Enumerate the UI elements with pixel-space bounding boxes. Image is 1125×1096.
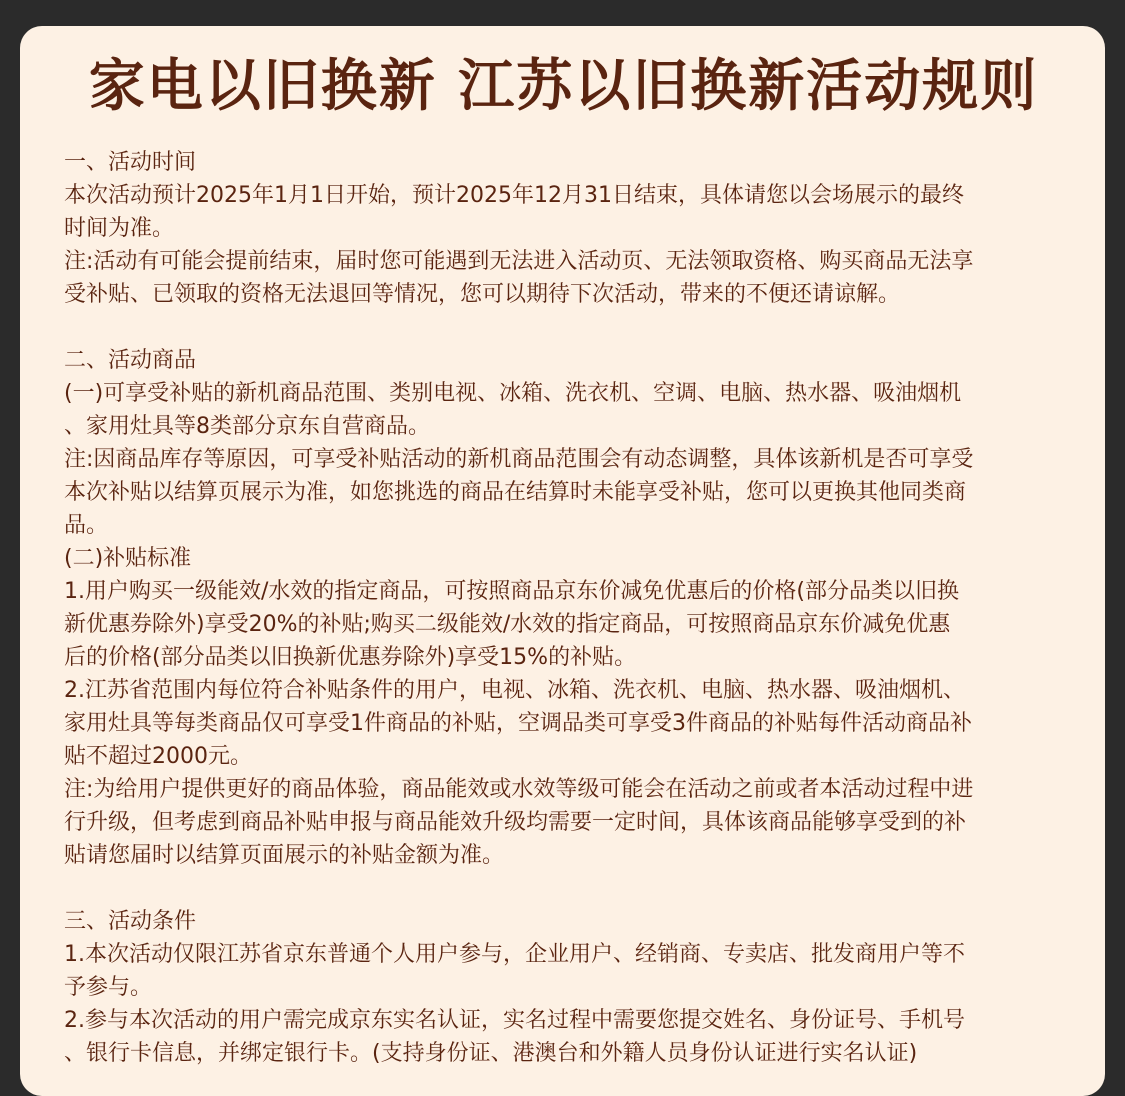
rule-text-line: 本次活动预计2025年1月1日开始，预计2025年12月31日结束，具体请您以会场展示的最终 (64, 183, 964, 208)
rule-text-line: 三、活动条件 (64, 909, 197, 934)
rule-text-line: 贴请您届时以结算页面展示的补贴金额为准。 (64, 843, 505, 868)
rule-text-line: 1.本次活动仅限江苏省京东普通个人用户参与，企业用户、经销商、专卖店、批发商用户等不 (64, 942, 965, 967)
rule-text-line: 1.用户购买一级能效/水效的指定商品，可按照商品京东价减免优惠后的价格(部分品类以旧换 (64, 579, 959, 604)
rules-body (64, 146, 1063, 1070)
rule-text-line: 注:为给用户提供更好的商品体验，商品能效或水效等级可能会在活动之前或者本活动过程中进 (64, 777, 974, 802)
rule-text-line: 一、活动时间 (64, 150, 197, 175)
rule-text-line: 后的价格(部分品类以旧换新优惠券除外)享受15%的补贴。 (64, 645, 637, 670)
rule-text-line: 二、活动商品 (64, 348, 197, 373)
rules-card (20, 26, 1105, 1096)
rule-text-line: (一)可享受补贴的新机商品范围、类别电视、冰箱、洗衣机、空调、电脑、热水器、吸油烟机 (64, 381, 962, 406)
rule-text-line: 家用灶具等每类商品仅可享受1件商品的补贴，空调品类可享受3件商品的补贴每件活动商品补 (64, 711, 972, 736)
rule-text-line: 2.参与本次活动的用户需完成京东实名认证，实名过程中需要您提交姓名、身份证号、手机号 (64, 1008, 965, 1033)
rule-text-line: 注:活动有可能会提前结束，届时您可能遇到无法进入活动页、无法领取资格、购买商品无法享 (64, 249, 974, 274)
rule-text-line: 贴不超过2000元。 (64, 744, 252, 769)
rule-text-line: 注:因商品库存等原因，可享受补贴活动的新机商品范围会有动态调整，具体该新机是否可享受 (64, 447, 974, 472)
rule-text-line: 本次补贴以结算页展示为准，如您挑选的商品在结算时未能享受补贴，您可以更换其他同类商 (64, 480, 967, 505)
rule-text-line: 新优惠券除外)享受20%的补贴;购买二级能效/水效的指定商品，可按照商品京东价减免优惠 (64, 612, 951, 637)
rule-text-line: 时间为准。 (64, 216, 175, 241)
rule-text-line: 予参与。 (64, 975, 153, 1000)
rule-text-line: 受补贴、已领取的资格无法退回等情况，您可以期待下次活动，带来的不便还请谅解。 (64, 282, 901, 307)
rule-text-line: (二)补贴标准 (64, 546, 192, 571)
rule-text-line: 、银行卡信息，并绑定银行卡。(支持身份证、港澳台和外籍人员身份认证进行实名认证) (64, 1041, 918, 1066)
paragraph-gap (64, 872, 1063, 905)
paragraph-gap (64, 311, 1063, 344)
rule-text-line: 品。 (64, 513, 109, 538)
rule-text-line: 行升级，但考虑到商品补贴申报与商品能效升级均需要一定时间，具体该商品能够享受到的补 (64, 810, 967, 835)
rule-text-line: 2.江苏省范围内每位符合补贴条件的用户，电视、冰箱、洗衣机、电脑、热水器、吸油烟机、 (64, 678, 965, 703)
page-title: 家电以旧换新 江苏以旧换新活动规则 (88, 54, 1039, 119)
rule-text-line: 、家用灶具等8类部分京东自营商品。 (64, 414, 430, 439)
